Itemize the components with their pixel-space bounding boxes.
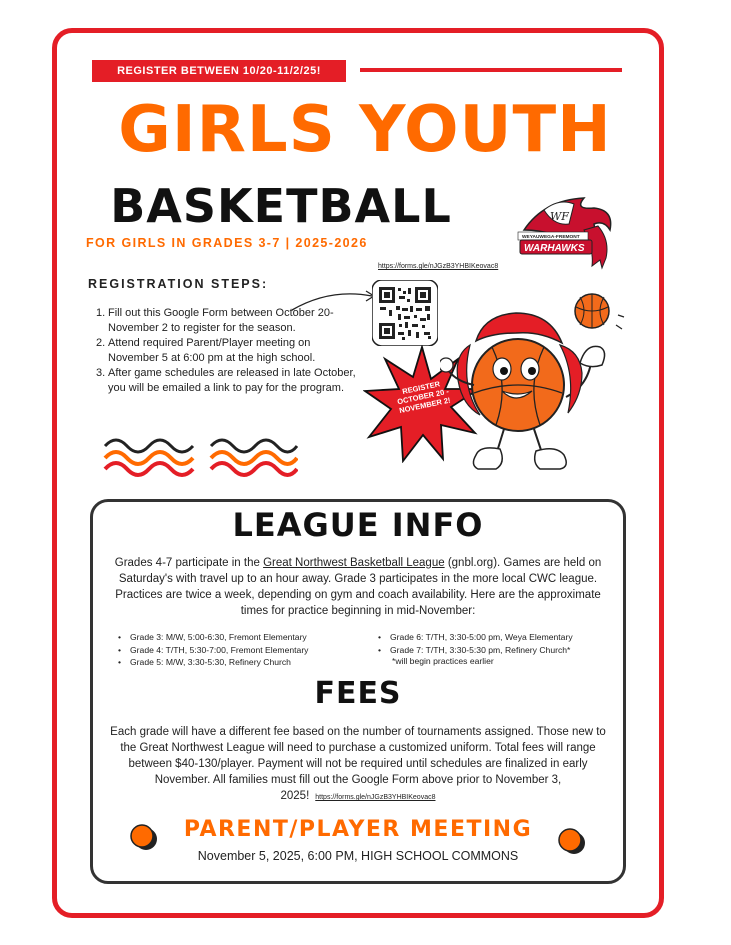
step-item: 3. After game schedules are released in late October, you will be emailed a link to pay for the program. [96,367,356,394]
decorative-waves [103,436,298,480]
fees-title: FEES [314,676,402,711]
arrow-icon [290,284,380,314]
starburst-text: REGISTER OCTOBER 20 - NOVEMBER 2! [396,379,452,416]
qr-code-icon[interactable] [372,280,438,346]
list-item: • Grade 5: M/W, 3:30-5:30, Refinery Church [118,657,291,667]
list-item: • Grade 7: T/TH, 3:30-5:30 pm, Refinery Church* [378,644,571,655]
gnbl-link[interactable]: Great Northwest Basketball League [263,557,445,569]
header-divider [360,68,622,72]
basketball-mascot-icon [440,285,630,485]
title-basketball: BASKETBALL [110,179,452,233]
practice-schedule-left [118,631,363,669]
logo-school: WEYAUWEGA-FREMONT [522,235,580,240]
list-item: • Grade 4: T/TH, 5:30-7:00, Fremont Elementary [118,644,309,655]
step-item: 2. Attend required Parent/Player meeting on November 5 at 6:00 pm at the high school. [96,337,316,364]
form-link-fees[interactable]: https://forms.gle/nJGzB3YHBIKeovac8 [315,794,436,801]
practice-note: *will begin practices earlier [392,656,494,666]
league-info-title: LEAGUE INFO [232,506,484,544]
league-info-text: Grades 4-7 participate in the Great Northwest Basketball League (gnbl.org). Games are held on Saturday's with travel up to an hour away. Grade 3 participates in the more local CWC league. Practices are twice a week, depending on gym and coach availability. Here are the approximate times for practice beginning in mid-November: [114,557,602,617]
fees-text: Each grade will have a different fee based on the number of tournaments assigned. Those new to the Great Northwest League will need to purchase a customized uniform. Total fees will range between $40-130/player. Payment will not be required until schedules are finalized in early November. All families must fill out the Google Form above prior to November 3, 2025! https://forms.gle/nJGzB3YHBIKeovac8 [110,726,606,802]
warhawk-logo-icon [514,190,620,274]
list-item: • Grade 6: T/TH, 3:30-5:00 pm, Weya Elementary [378,632,573,642]
registration-steps-title: REGISTRATION STEPS: [88,277,269,291]
grades-subtitle: FOR GIRLS IN GRADES 3-7 | 2025-2026 [86,236,368,250]
step-item: 1. Fill out this Google Form between October 20-November 2 to register for the season. [96,307,334,334]
logo-initials: WF [550,210,569,223]
logo-team: WARHAWKS [524,243,585,254]
title-girls-youth: GIRLS YOUTH [118,93,612,167]
register-banner: REGISTER BETWEEN 10/20-11/2/25! [92,60,346,82]
list-item: • Grade 3: M/W, 5:00-6:30, Fremont Elementary [118,632,307,642]
registration-steps [96,306,358,396]
meeting-title: PARENT/PLAYER MEETING [183,817,533,842]
form-link-top[interactable]: https://forms.gle/nJGzB3YHBIKeovac8 [378,263,499,270]
practice-schedule-right [378,631,613,656]
meeting-details: November 5, 2025, 6:00 PM, HIGH SCHOOL COMMONS [197,849,519,863]
